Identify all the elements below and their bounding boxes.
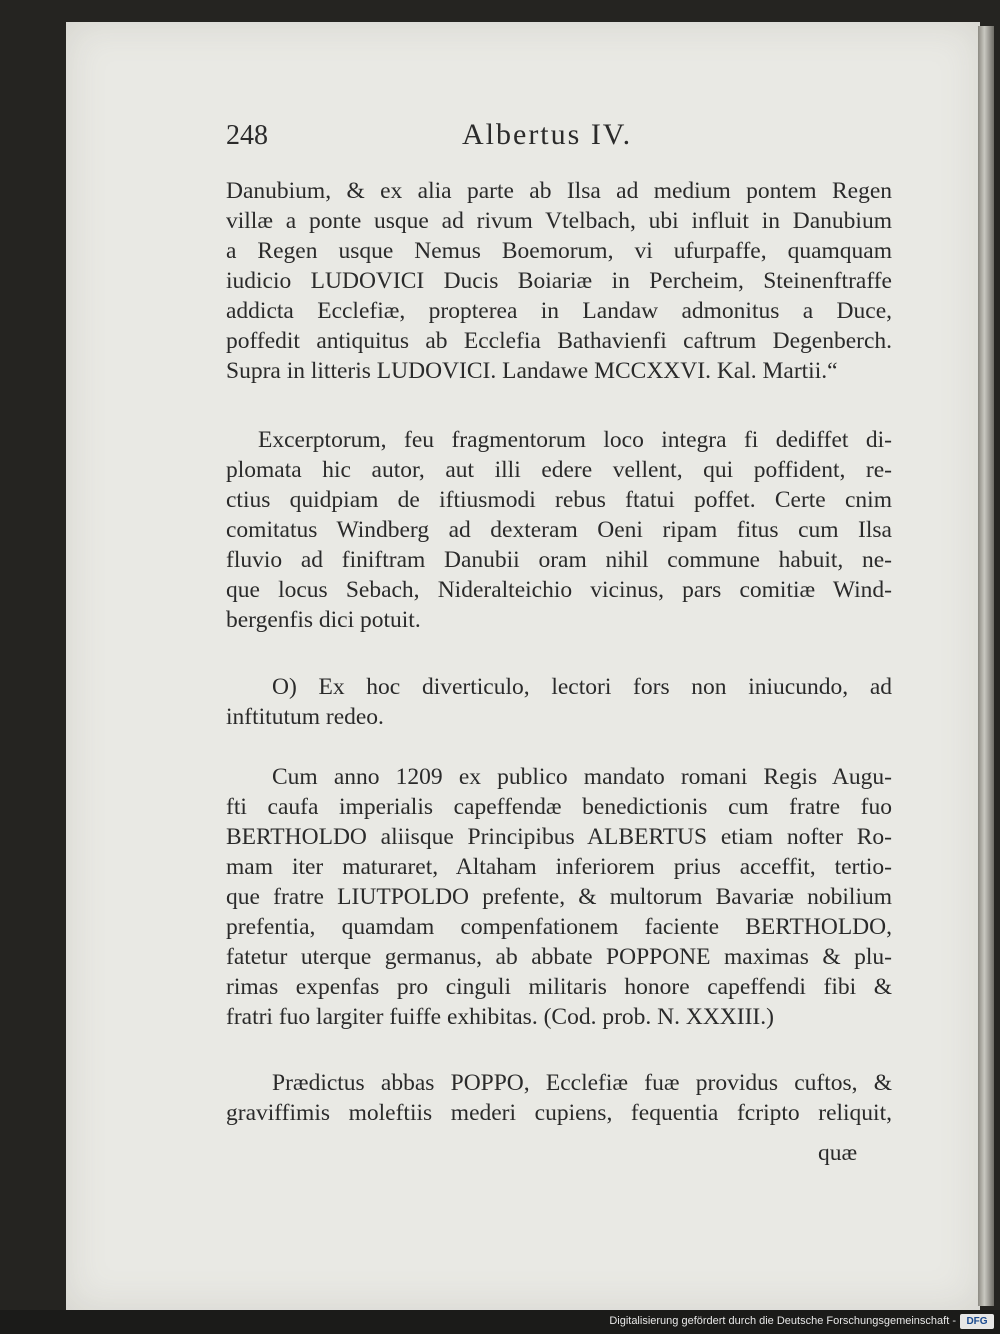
text-line: villæ a ponte usque ad rivum Vtelbach, ubi influit in Danubium (226, 208, 892, 234)
text-line: fratri fuo largiter fuiffe exhibitas. (Cod. prob. N. XXXIII.) (226, 1004, 774, 1030)
text-line: que locus Sebach, Nideralteichio vicinus, pars comitiæ Wind- (226, 577, 892, 603)
text-line: fatetur uterque germanus, ab abbate POPPONE maximas & plu- (226, 944, 892, 970)
text-line: Excerptorum, feu fragmentorum loco integra fi dediffet di- (258, 427, 892, 453)
paragraph-3 (226, 672, 892, 732)
paragraph-2 (226, 425, 892, 635)
text-line: Cum anno 1209 ex publico mandato romani Regis Augu- (272, 764, 892, 790)
text-line: inftitutum redeo. (226, 704, 384, 730)
text-line: fluvio ad finiftram Danubii oram nihil commune habuit, ne- (226, 547, 892, 573)
text-line: addicta Ecclefiæ, propterea in Landaw admonitus a Duce, (226, 298, 892, 324)
text-line: prefentia, quamdam compenfationem faciente BERTHOLDO, (226, 914, 892, 940)
dfg-logo-text: DFG (966, 1316, 988, 1327)
text-line: rimas expenfas pro cinguli militaris honore capeffendi fibi & (226, 974, 892, 1000)
text-line: O) Ex hoc diverticulo, lectori fors non iniucundo, ad (272, 674, 892, 700)
text-line: comitatus Windberg ad dexteram Oeni ripam fitus cum Ilsa (226, 517, 892, 543)
paragraph-5 (226, 1068, 892, 1128)
page-header (226, 118, 896, 158)
text-line: ctius quidpiam de iftiusmodi rebus ftatui poffet. Certe cnim (226, 487, 892, 513)
text-line: Supra in litteris LUDOVICI. Landawe MCCXXVI. Kal. Martii.“ (226, 358, 838, 384)
paragraph-1 (226, 176, 892, 386)
text-line: Prædictus abbas POPPO, Ecclefiæ fuæ providus cuftos, & (272, 1070, 892, 1096)
text-line: a Regen usque Nemus Boemorum, vi ufurpaffe, quamquam (226, 238, 892, 264)
text-line: bergenfis dici potuit. (226, 607, 421, 633)
page-edge (978, 26, 994, 1306)
text-line: iudicio LUDOVICI Ducis Boiariæ in Percheim, Steinenftraffe (226, 268, 892, 294)
page-number: 248 (226, 120, 268, 151)
catchword: quæ (818, 1140, 858, 1166)
footer-bar (0, 1310, 1000, 1334)
text-line: BERTHOLDO aliisque Principibus ALBERTUS etiam nofter Ro- (226, 824, 892, 850)
dfg-logo (960, 1314, 994, 1329)
text-line: poffedit antiquitus ab Ecclefia Bathavienfi caftrum Degenberch. (226, 328, 892, 354)
paragraph-4 (226, 762, 892, 1032)
text-line: mam iter maturaret, Altaham inferiorem prius acceffit, tertio- (226, 854, 892, 880)
text-line: Danubium, & ex alia parte ab Ilsa ad medium pontem Regen (226, 178, 892, 204)
text-line: fti caufa imperialis capeffendæ benedictionis cum fratre fuo (226, 794, 892, 820)
text-line: plomata hic autor, aut illi edere vellent, qui poffident, re- (226, 457, 892, 483)
running-head: Albertus IV. (462, 118, 633, 151)
text-line: que fratre LIUTPOLDO prefente, & multorum Bavariæ nobilium (226, 884, 892, 910)
text-line: graviffimis moleftiis mederi cupiens, fequentia fcripto reliquit, (226, 1100, 892, 1126)
funding-credit: Digitalisierung gefördert durch die Deutsche Forschungsgemeinschaft - (609, 1315, 956, 1327)
